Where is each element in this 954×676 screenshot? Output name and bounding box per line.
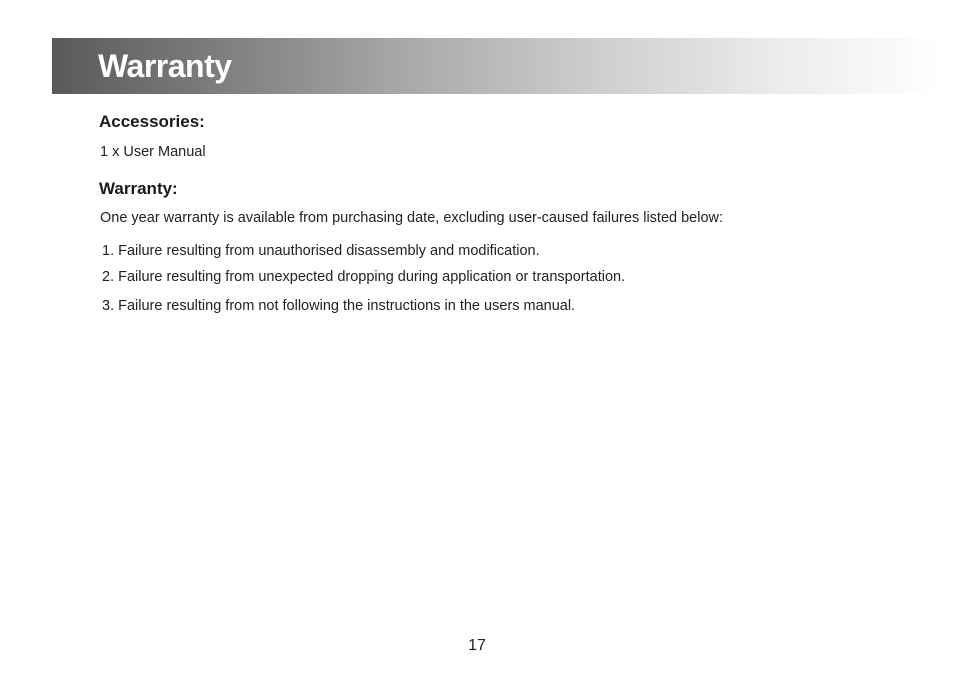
page-number: 17 [468,637,486,654]
warranty-intro: One year warranty is available from purchasing date, excluding user-caused failures listed below: [100,210,724,226]
page-title: Warranty [98,48,232,84]
warranty-heading: Warranty: [99,179,178,198]
failure-item-2: 2. Failure resulting from unexpected dropping during application or transportation. [102,269,626,285]
accessories-heading: Accessories: [99,112,205,131]
page-title-bar [52,38,942,94]
accessory-item: 1 x User Manual [100,144,206,160]
failure-item-1: 1. Failure resulting from unauthorised disassembly and modification. [102,243,540,259]
failure-item-3: 3. Failure resulting from not following the instructions in the users manual. [102,298,576,314]
